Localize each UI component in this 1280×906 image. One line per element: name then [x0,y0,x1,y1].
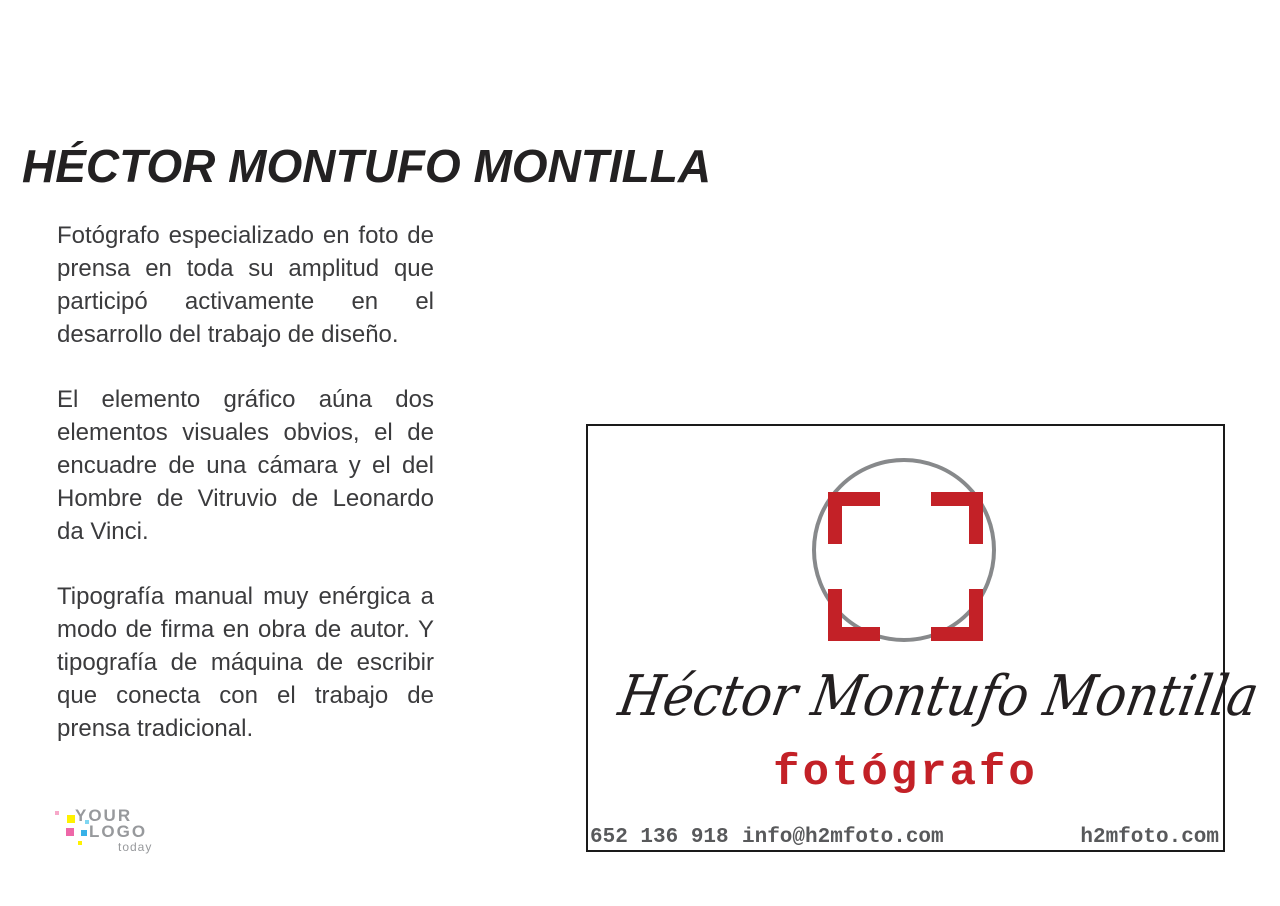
business-card [586,424,1264,852]
your-logo-today-brandmark [52,804,182,864]
brandmark-your-label: YOUR [75,806,133,825]
paragraph-photographer-intro: Fotógrafo especializado en foto de prensa en toda su amplitud que participó activamente en el desarrollo del trabajo de diseño. [57,222,434,348]
square-yellow-small [78,841,82,845]
viewfinder-bracket-bottom-left [828,589,880,641]
description-column [57,219,434,745]
square-pink-small [55,811,59,815]
brandmark-logo-label: LOGO [89,822,148,841]
brandmark-today-label: today [118,840,153,854]
viewfinder-bracket-top-right [931,492,983,544]
card-email: info@h2mfoto.com [742,826,944,849]
card-name-signature: Héctor Montufo Montilla [614,664,1264,729]
card-phone: 652 136 918 [590,826,729,849]
card-contact-strip [590,823,1221,849]
card-profession: fotógrafo [773,748,1038,798]
square-magenta-large [66,828,74,836]
page-title: HÉCTOR MONTUFO MONTILLA [22,140,712,192]
card-website: h2mfoto.com [1080,826,1219,849]
viewfinder-bracket-top-left [828,492,880,544]
paragraph-typography: Tipografía manual muy enérgica a modo de firma en obra de autor. Y tipografía de máquina de escribir que conecta con el trabajo de prensa tradicional. [57,583,434,742]
square-blue-medium [81,830,87,836]
square-yellow-large [67,815,75,823]
paragraph-graphic-element: El elemento gráfico aúna dos elementos visuales obvios, el de encuadre de una cámara y el del Hombre de Vitruvio de Leonardo da Vinci. [57,386,434,545]
viewfinder-bracket-bottom-right [931,589,983,641]
